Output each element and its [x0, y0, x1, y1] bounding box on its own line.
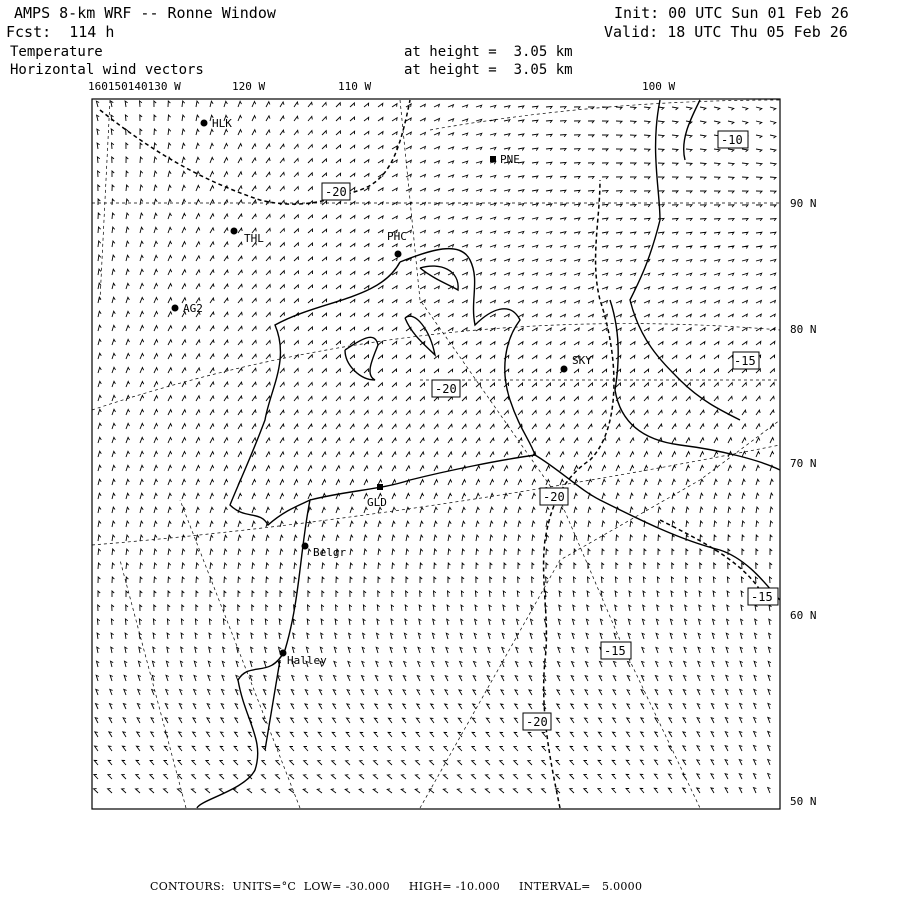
field-temperature: Temperature [10, 44, 103, 60]
station-marker-hlk [201, 120, 208, 127]
temperature-contours [100, 100, 760, 808]
map-title: AMPS 8-km WRF -- Ronne Window [14, 4, 276, 22]
station-label-gld: GLD [367, 496, 387, 509]
contour-label: -10 [721, 133, 743, 147]
valid-time: Valid: 18 UTC Thu 05 Feb 26 [604, 23, 848, 41]
station-label-thl: THL [244, 232, 264, 245]
station-label-phc: PHC [387, 230, 407, 243]
station-marker-sky [561, 366, 568, 373]
coastline [197, 100, 780, 808]
init-time: Init: 00 UTC Sun 01 Feb 26 [614, 4, 849, 22]
lat-label-80n: 80 N [790, 323, 817, 336]
contour-label: -20 [325, 185, 347, 199]
station-marker-gld [377, 484, 383, 490]
station-label-belgr: Belgr [313, 546, 347, 559]
station-marker-pne [490, 156, 496, 162]
station-label-ag2: AG2 [183, 302, 203, 315]
contour-label: -20 [526, 715, 548, 729]
contour-label: -20 [435, 382, 457, 396]
station-marker-phc [395, 251, 402, 258]
contour-label: -15 [751, 590, 773, 604]
lat-label-90n: 90 N [790, 197, 817, 210]
station-marker-halley [280, 650, 287, 657]
height-wind: at height = 3.05 km [404, 62, 573, 78]
station-marker-belgr [302, 543, 309, 550]
station-label-sky: SKY [572, 354, 592, 367]
lon-label-110w: 110 W [338, 80, 372, 93]
station-label-hlk: HLK [212, 117, 232, 130]
lat-label-70n: 70 N [790, 457, 817, 470]
contour-label: -15 [604, 644, 626, 658]
lat-label-50n: 50 N [790, 795, 817, 808]
wind-vector-field [94, 101, 776, 793]
contour-info-footer: CONTOURS: UNITS=°C LOW= -30.000 HIGH= -10.000 INTERVAL= 5.0000 [150, 880, 643, 893]
lat-label-60n: 60 N [790, 609, 817, 622]
station-marker-ag2 [172, 305, 179, 312]
lon-label-west: 160150140130 W [88, 80, 181, 93]
station-marker-thl [231, 228, 238, 235]
station-label-halley: Halley [287, 654, 327, 667]
wind-barbs [94, 101, 776, 793]
height-temperature: at height = 3.05 km [404, 44, 573, 60]
lon-label-100w: 100 W [642, 80, 676, 93]
contour-label: -15 [734, 354, 756, 368]
station-label-pne: PNE [500, 153, 520, 166]
contour-label: -20 [543, 490, 565, 504]
forecast-hour: Fcst: 114 h [6, 23, 115, 41]
field-wind: Horizontal wind vectors [10, 62, 204, 78]
lon-label-120w: 120 W [232, 80, 266, 93]
